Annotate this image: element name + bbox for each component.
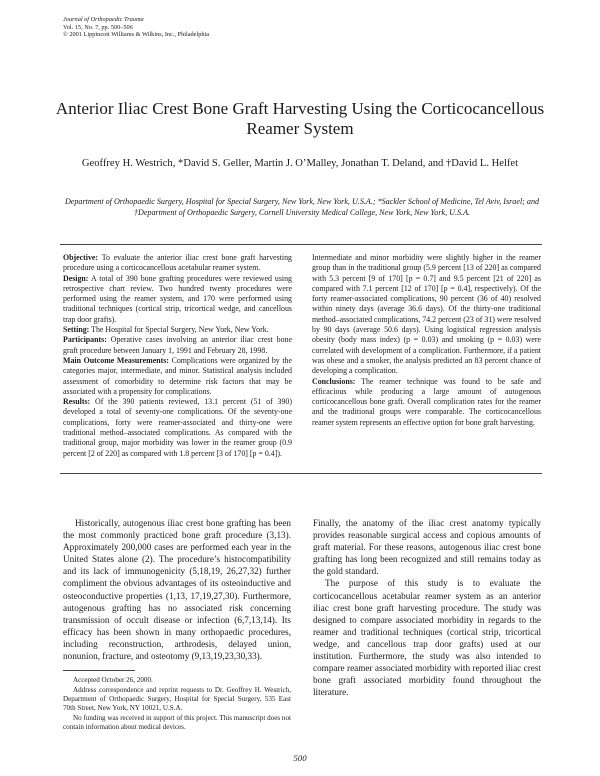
footnote-rule <box>63 670 135 671</box>
results-text-continued: Intermediate and minor morbidity were slightly higher in the reamer group than in the traditional group (5.9 percent [13 of 220] as compared with 5.3 percent [9 of 170] [p = 0.7] and 9.5 percent [21 of 220] as compared with 7.1 percent [12 of 170] [p = 0.4], respectively). Of the forty reamer-associated complications, 90 percent (36 of 40) resolved within ninety days (average 36.6 days). Of the thirty-one traditional method–associated complications, 74.2 percent (23 of 31) were resolved by 90 days (average 50.6 days). Using logistical regression analysis obesity (body mass index) (p = 0.03) and smoking (p = 0.03) were correlated with development of a complication. Furthermore, if a patient was obese and a smoker, the analysis predicted an 83 percent chance of developing a complication. <box>312 253 541 376</box>
intro-paragraph-1-continued: Finally, the anatomy of the iliac crest anatomy typically provides reasonable surgical access and copious amounts of graft material. For these reasons, autogenous iliac crest bone grafting has long been recognized and still remains today as the gold standard. <box>313 518 541 577</box>
objective-label: Objective: <box>63 253 99 262</box>
footnote-funding: No funding was received in support of this project. This manuscript does not contain information about medical devices. <box>63 713 291 731</box>
abstract-right-column <box>312 253 541 428</box>
objective-text: To evaluate the anterior iliac crest bone graft harvesting procedure using a corticocancellous acetabular reamer system. <box>63 253 292 273</box>
outcome-label: Main Outcome Measurements: <box>63 355 169 365</box>
participants-label: Participants: <box>63 335 107 345</box>
footnotes <box>63 676 291 732</box>
journal-header <box>63 16 209 39</box>
setting-text: The Hospital for Special Surgery, New York, New York. <box>91 325 269 335</box>
design-label: Design: <box>63 273 89 283</box>
journal-volume: Vol. 15, No. 7, pp. 500–506 <box>63 23 133 31</box>
outcome-text: Complications were organized by the categories major, intermediate, and minor. Statistical analysis included assessment of comorbidity to determine risk factors that may be associated with a propensity for complications. <box>63 355 292 396</box>
setting-label: Setting: <box>63 325 90 335</box>
design-text: A total of 390 bone grafting procedures were reviewed using retrospective chart review. Two hundred twenty procedures were performed using the reamer system, and 170 were performed using traditional techniques (cortical strip, tricortical wedge, and cancellous trap door grafts). <box>63 273 292 324</box>
intro-paragraph-1: Historically, autogenous iliac crest bone grafting has been the most commonly practiced bone graft procedure (3,13). Approximately 200,000 cases are performed each year in the United States alone (2). The procedure’s histocompatibility and its lack of immunogenicity (5,18,19, 26,27,32) further compliment the obvious advantages of its osteoinductive and osteoconductive properties (1,13, 17,19,27,30). Furthermore, autogenous grafting has no associated risk concerning transmission of occult disease or infection (6,7,13,14). Its efficacy has been shown in many orthopaedic procedures, including reconstruction, arthrodesis, delayed union, nonunion, fracture, and osteotomy (9,13,19,23,30,33). <box>63 518 291 662</box>
participants-text: Operative cases involving an anterior iliac crest bone graft procedure between January 1, 1991 and February 28, 1998. <box>63 335 292 355</box>
results-text: Of the 390 patients reviewed, 13.1 percent (51 of 390) developed a total of seventy-one complications. Of the seventy-one complications, forty were reamer-associated and thirty-one were traditional method–associated complications. As compared with the traditional group, major morbidity was lower in the reamer group (0.9 percent [2 of 220] as compared with 1.8 percent [3 of 170] [p = 0.4]). <box>63 397 292 458</box>
conclusions-text: The reamer technique was found to be safe and efficacious while producing a large amount of autogenous corticocancellous bone graft. Overall complication rates for the reamer and the traditional groups were comparable. The corticocancellous reamer system represents an effective option for bone graft harvesting. <box>312 376 541 427</box>
conclusions-label: Conclusions: <box>312 376 356 386</box>
intro-paragraph-2: The purpose of this study is to evaluate the corticocancellous acetabular reamer system as an anterior iliac crest bone graft harvesting procedure. The study was designed to compare associated morbidity in regards to the reamer and traditional techniques (cortical strip, tricortical wedge, and cancellous trap door grafts) used at our institution. Furthermore, the study was also intended to compare reamer associated morbidity with reported iliac crest bone graft associated morbidity found throughout the literature. <box>313 578 541 698</box>
body-left-column <box>63 517 291 662</box>
journal-name: Journal of Orthopaedic Trauma <box>63 16 144 23</box>
page-number: 500 <box>293 753 307 763</box>
results-label: Results: <box>63 397 91 407</box>
article-title: Anterior Iliac Crest Bone Graft Harvesting Using the Corticocancellous Reamer System <box>55 99 545 138</box>
journal-copyright: © 2001 Lippincott Williams & Wilkins, Inc., Philadelphia <box>63 31 210 39</box>
affiliations: Department of Orthopaedic Surgery, Hospital for Special Surgery, New York, New York, U.S.A.; *Sackler School of Medicine, Tel Aviv, Israel; and †Department of Orthopaedic Surgery, Cornell University Medical College, New York, New York, U.S.A. <box>64 197 540 218</box>
author-list: Geoffrey H. Westrich, *David S. Geller, Martin J. O’Malley, Jonathan T. Deland, and †David L. Helfet <box>81 158 519 169</box>
footnote-accepted: Accepted October 26, 2000. <box>73 676 153 684</box>
abstract-left-column <box>63 253 292 459</box>
footnote-address: Address correspondence and reprint requests to Dr. Geoffrey H. Westrich, Department of Orthopaedic Surgery, Hospital for Special Surgery, 535 East 70th Street, New York, NY 10021, U.S.A. <box>63 685 291 712</box>
body-right-column <box>313 517 541 698</box>
